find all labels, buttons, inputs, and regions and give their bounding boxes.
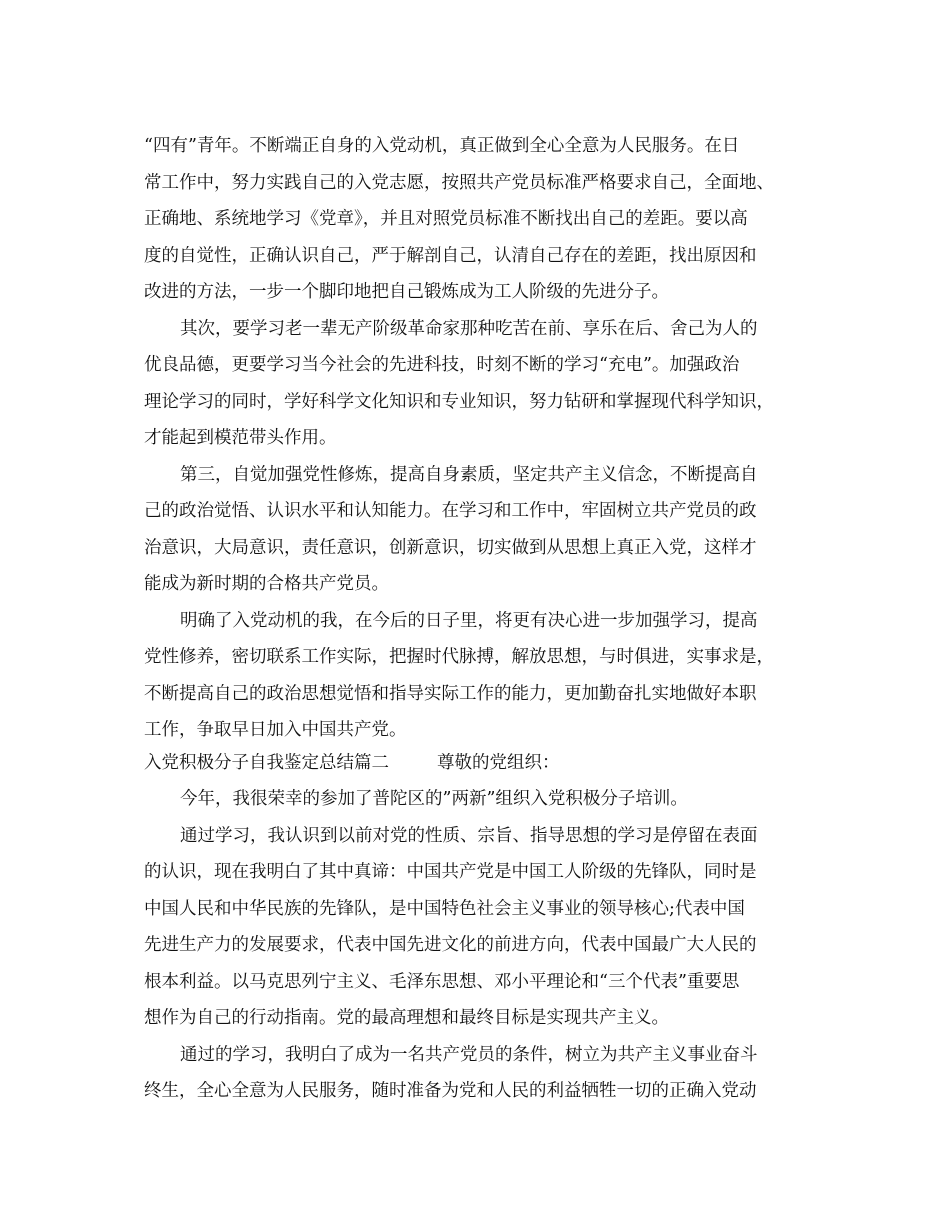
section-heading: 入党积极分子自我鉴定总结篇二 (144, 753, 389, 773)
paragraph-line: 改进的方法，一步一个脚印地把自己锻炼成为工人阶级的先进分子。 (144, 282, 669, 302)
paragraph-line: 党性修养，密切联系工作实际，把握时代脉搏，解放思想，与时俱进，实事求是， (144, 647, 774, 667)
paragraph-line: 第三，自觉加强党性修炼，提高自身素质，坚定共产主义信念，不断提高自 (180, 465, 758, 485)
paragraph-line: 能成为新时期的合格共产党员。 (144, 574, 389, 594)
paragraph-line: 度的自觉性，正确认识自己，严于解剖自己，认清自己存在的差距，找出原因和 (144, 246, 757, 266)
paragraph-line: 明确了入党动机的我，在今后的日子里，将更有决心进一步加强学习，提高 (180, 611, 758, 631)
paragraph-line: 优良品德，更要学习当今社会的先进科技，时刻不断的学习“充电”。加强政治 (144, 355, 740, 375)
paragraph-line: “四有”青年。不断端正自身的入党动机，真正做到全心全意为人民服务。在日 (144, 136, 740, 156)
paragraph-line: 己的政治觉悟、认识水平和认知能力。在学习和工作中，牢固树立共产党员的政 (144, 501, 757, 521)
paragraph-line: 通过学习，我认识到以前对党的性质、宗旨、指导思想的学习是停留在表面 (180, 826, 758, 846)
paragraph-line: 常工作中，努力实践自己的入党志愿，按照共产党员标准严格要求自己，全面地、 (144, 173, 774, 193)
paragraph-line: 先进生产力的发展要求，代表中国先进文化的前进方向，代表中国最广大人民的 (144, 935, 757, 955)
paragraph-line: 根本利益。以马克思列宁主义、毛泽东思想、邓小平理论和“三个代表”重要思 (144, 972, 740, 992)
paragraph-line: 工作，争取早日加入中国共产党。 (144, 720, 407, 740)
paragraph-line: 想作为自己的行动指南。党的最高理想和最终目标是实现共产主义。 (144, 1008, 669, 1028)
paragraph-line: 中国人民和中华民族的先锋队，是中国特色社会主义事业的领导核心;代表中国 (144, 899, 745, 919)
paragraph-line: 通过的学习，我明白了成为一名共产党员的条件，树立为共产主义事业奋斗 (180, 1045, 758, 1065)
paragraph-line: 不断提高自己的政治思想觉悟和指导实际工作的能力，更加勤奋扎实地做好本职 (144, 684, 757, 704)
salutation: 尊敬的党组织： (437, 753, 560, 773)
paragraph-line: 才能起到模范带头作用。 (144, 428, 337, 448)
paragraph-line: 的认识，现在我明白了其中真谛：中国共产党是中国工人阶级的先锋队，同时是 (144, 862, 757, 882)
paragraph-line: 终生，全心全意为人民服务，随时准备为党和人民的利益牺牲一切的正确入党动 (144, 1081, 757, 1101)
section-heading-line (144, 745, 824, 781)
paragraph-line: 正确地、系统地学习《党章》，并且对照党员标准不断找出自己的差距。要以高 (144, 209, 748, 229)
paragraph-line: 其次，要学习老一辈无产阶级革命家那种吃苦在前、享乐在后、舍己为人的 (180, 319, 758, 339)
paragraph-line: 理论学习的同时，学好科学文化知识和专业知识，努力钻研和掌握现代科学知识， (144, 392, 774, 412)
paragraph-line: 今年，我很荣幸的参加了普陀区的”两新”组织入党积极分子培训。 (180, 789, 688, 809)
paragraph-line: 治意识，大局意识，责任意识，创新意识，切实做到从思想上真正入党，这样才 (144, 538, 757, 558)
